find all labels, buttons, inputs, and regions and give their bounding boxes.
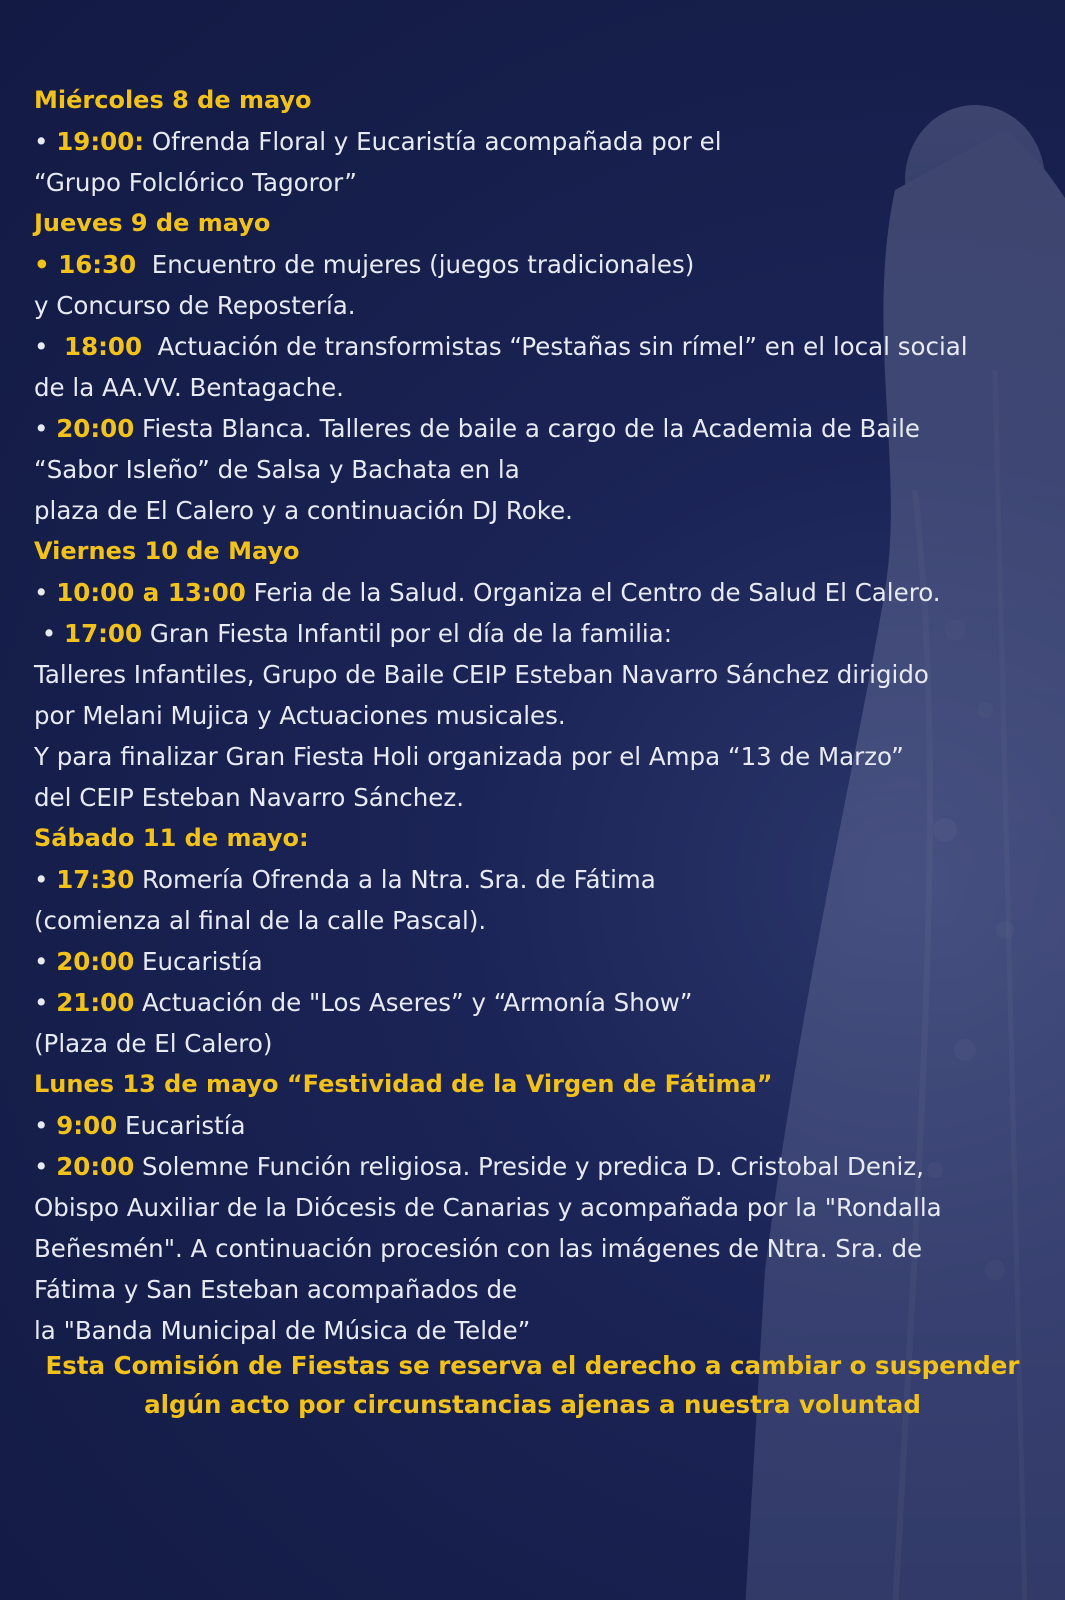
event-time: 16:30 [58,250,137,279]
schedule-line: del CEIP Esteban Navarro Sánchez. [34,783,465,812]
schedule-line: por Melani Mujica y Actuaciones musicales. [34,701,566,730]
day-heading: Jueves 9 de mayo [34,209,271,237]
event-time: 19:00: [56,127,145,156]
schedule-line: • 19:00: Ofrenda Floral y Eucaristía acompañada por el [34,127,722,156]
schedule-line: (comienza al final de la calle Pascal). [34,906,487,935]
schedule-line: la "Banda Municipal de Música de Telde” [34,1316,531,1345]
day-heading: Lunes 13 de mayo “Festividad de la Virgen de Fátima” [34,1070,773,1098]
schedule-line: y Concurso de Repostería. [34,291,356,320]
event-time: 17:30 [56,865,135,894]
day-heading: Viernes 10 de Mayo [34,537,300,565]
schedule-line: • 18:00 Actuación de transformistas “Pestañas sin rímel” en el local social [34,332,968,361]
event-text: Eucaristía [125,1111,246,1140]
schedule-line: • 17:00 Gran Fiesta Infantil por el día de la familia: [34,619,672,648]
event-time: 20:00 [56,414,135,443]
event-text: Romería Ofrenda a la Ntra. Sra. de Fátima [142,865,656,894]
event-time: 17:00 [64,619,143,648]
event-time: 21:00 [56,988,135,1017]
event-time: 20:00 [56,947,135,976]
schedule-line: • 21:00 Actuación de "Los Aseres” y “Armonía Show” [34,988,693,1017]
schedule-line: Fátima y San Esteban acompañados de [34,1275,518,1304]
schedule-line: • 16:30 Encuentro de mujeres (juegos tradicionales) [34,250,695,279]
schedule-line: • 9:00 Eucaristía [34,1111,246,1140]
schedule-line: • 20:00 Fiesta Blanca. Talleres de baile a cargo de la Academia de Baile [34,414,920,443]
event-text: Solemne Función religiosa. Preside y predica D. Cristobal Deniz, [142,1152,924,1181]
event-text: Ofrenda Floral y Eucaristía acompañada por el [151,127,722,156]
schedule-line: • 20:00 Solemne Función religiosa. Preside y predica D. Cristobal Deniz, [34,1152,924,1181]
schedule-line: plaza de El Calero y a continuación DJ Roke. [34,496,573,525]
schedule-line: Beñesmén". A continuación procesión con las imágenes de Ntra. Sra. de [34,1234,923,1263]
disclaimer-notice [0,1346,1065,1424]
event-text: Fiesta Blanca. Talleres de baile a cargo de la Academia de Baile [142,414,920,443]
schedule-line: “Sabor Isleño” de Salsa y Bachata en la [34,455,520,484]
schedule-line: de la AA.VV. Bentagache. [34,373,344,402]
event-text: Encuentro de mujeres (juegos tradicionales) [151,250,695,279]
event-time: 9:00 [56,1111,118,1140]
schedule-line: • 20:00 Eucaristía [34,947,263,976]
event-text: Eucaristía [142,947,263,976]
schedule-line: • 17:30 Romería Ofrenda a la Ntra. Sra. de Fátima [34,865,656,894]
event-time: 20:00 [56,1152,135,1181]
event-time: 10:00 a 13:00 [56,578,246,607]
notice-line: Esta Comisión de Fiestas se reserva el derecho a cambiar o suspender [45,1351,1020,1380]
event-text: Actuación de "Los Aseres” y “Armonía Show” [142,988,693,1017]
event-text: Feria de la Salud. Organiza el Centro de Salud El Calero. [253,578,941,607]
notice-line: algún acto por circunstancias ajenas a nuestra voluntad [144,1390,921,1419]
schedule [34,80,1044,1351]
schedule-line: Talleres Infantiles, Grupo de Baile CEIP Esteban Navarro Sánchez dirigido [34,660,929,689]
day-heading: Miércoles 8 de mayo [34,86,312,114]
event-time: 18:00 [64,332,143,361]
event-text: Actuación de transformistas “Pestañas sin rímel” en el local social [157,332,968,361]
schedule-line: (Plaza de El Calero) [34,1029,273,1058]
schedule-line: Obispo Auxiliar de la Diócesis de Canarias y acompañada por la "Rondalla [34,1193,942,1222]
event-text: Gran Fiesta Infantil por el día de la familia: [149,619,672,648]
day-heading: Sábado 11 de mayo: [34,824,309,852]
schedule-line: “Grupo Folclórico Tagoror” [34,168,357,197]
schedule-line: Y para finalizar Gran Fiesta Holi organizada por el Ampa “13 de Marzo” [34,742,904,771]
schedule-line: • 10:00 a 13:00 Feria de la Salud. Organiza el Centro de Salud El Calero. [34,578,941,607]
